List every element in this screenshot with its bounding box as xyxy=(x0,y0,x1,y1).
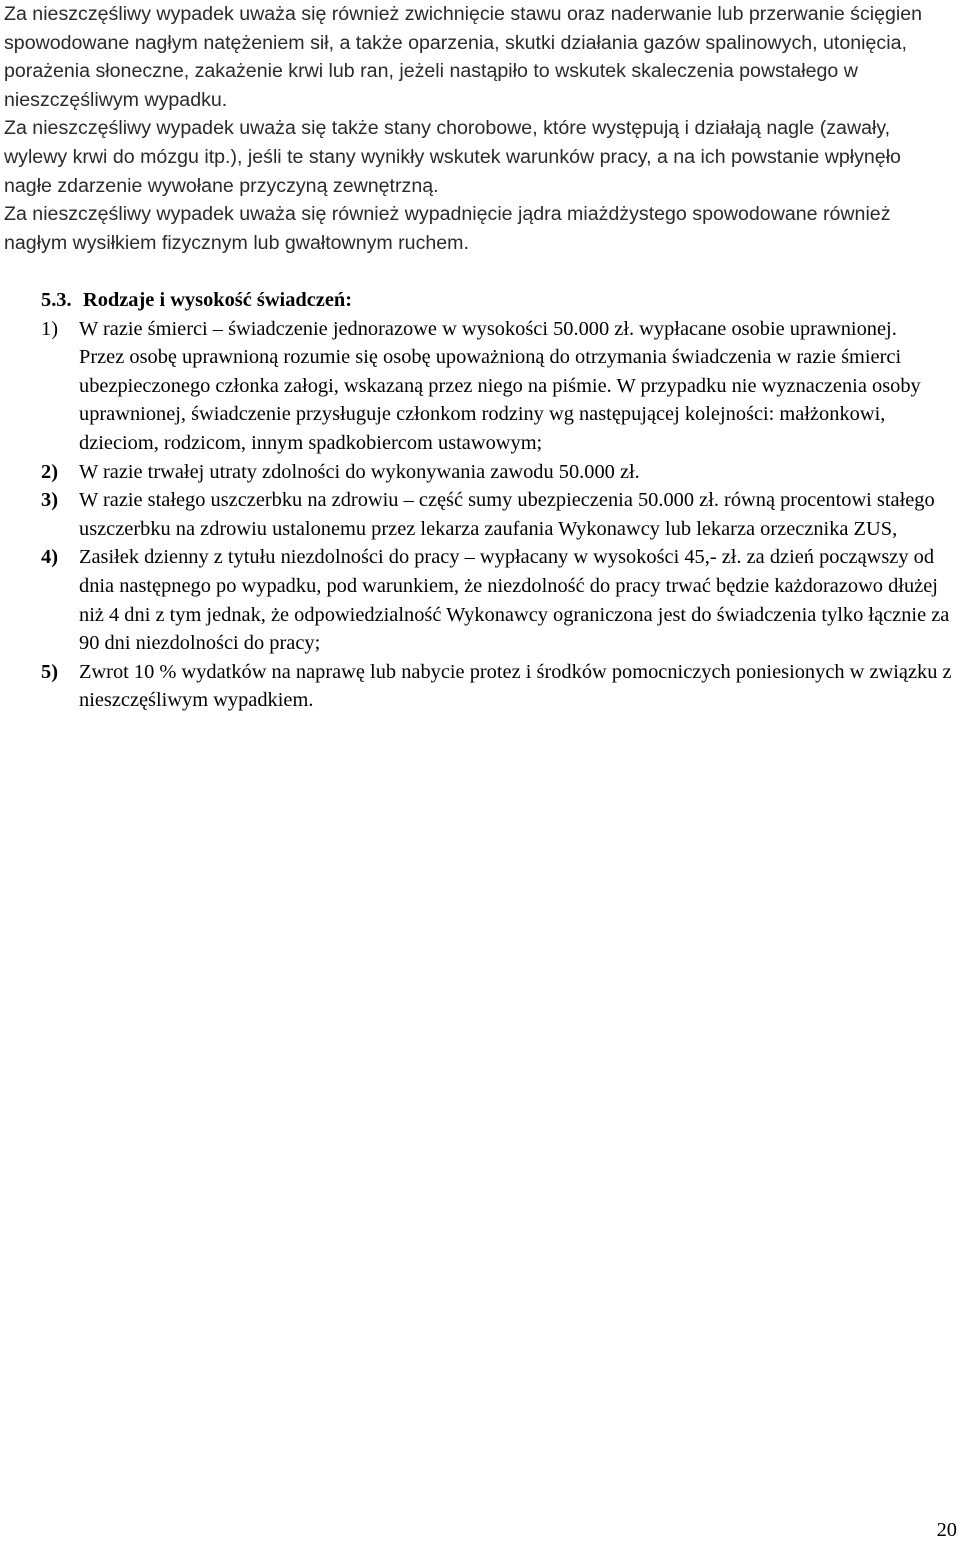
list-item-text: W razie stałego uszczerbku na zdrowiu – część sumy ubezpieczenia 50.000 zł. równą procentowi stałego uszczerbku na zdrowiu ustalonemu przez lekarza zaufania Wykonawcy lub lekarza orzecznika ZUS, xyxy=(79,489,935,540)
list-item xyxy=(4,658,954,715)
list-item-marker: 2) xyxy=(41,460,58,483)
benefits-section xyxy=(4,286,954,715)
list-item-text: Zasiłek dzienny z tytułu niezdolności do pracy – wypłacany w wysokości 45,- zł. za dzień począwszy od dnia następnego po wypadku, pod warunkiem, że niezdolność do pracy trwać będzie każdorazowo dłużej niż 4 dni z tym jednak, że odpowiedzialność Wykonawcy ograniczona jest do świadczenia tylko łącznie za 90 dni niezdolności do pracy; xyxy=(79,546,950,655)
intro-text xyxy=(4,0,954,257)
list-item-text: W razie trwałej utraty zdolności do wykonywania zawodu 50.000 zł. xyxy=(79,460,640,483)
list-item xyxy=(4,458,954,487)
list-item-extra-text: Przez osobę uprawnioną rozumie się osobę upoważnioną do otrzymania świadczenia w razie śmierci ubezpieczonego członka załogi, wskazaną przez niego na piśmie. W przypadku nie wyznaczenia osoby uprawnionej, świadczenie przysługuje członkom rodziny wg następującej kolejności: małżonkowi, dzieciom, rodzicom, innym spadkobiercom ustawowym; xyxy=(79,346,921,454)
list-item xyxy=(4,486,954,543)
list-item-body xyxy=(79,458,954,487)
benefits-list xyxy=(4,315,954,715)
list-item-text: Zwrot 10 % wydatków na naprawę lub nabycie protez i środków pomocniczych poniesionych w związku z nieszczęśliwym wypadkiem. xyxy=(79,660,952,712)
intro-paragraph-2: Za nieszczęśliwy wypadek uważa się także stany chorobowe, które występują i działają nagle (zawały, wylewy krwi do mózgu itp.), jeśli te stany wynikły wskutek warunków pracy, a na ich powstanie wpłynęło nagłe zdarzenie wywołane przyczyną zewnętrzną. xyxy=(4,117,901,197)
list-item-text: W razie śmierci – świadczenie jednorazowe w wysokości 50.000 zł. wypłacane osobie uprawnionej. xyxy=(79,317,897,340)
list-item-body xyxy=(79,486,954,543)
intro-paragraph-1: Za nieszczęśliwy wypadek uważa się również zwichnięcie stawu oraz naderwanie lub przerwanie ścięgien spowodowane nagłym natężeniem sił, a także oparzenia, skutki działania gazów spalinowych, utonięcia, porażenia słoneczne, zakażenie krwi lub ran, jeżeli nastąpiło to wskutek skaleczenia powstałego w nieszczęśliwym wypadku. xyxy=(4,3,923,111)
intro-paragraph-3: Za nieszczęśliwy wypadek uważa się również wypadnięcie jądra miażdżystego spowodowane również nagłym wysiłkiem fizycznym lub gwałtownym ruchem. xyxy=(4,203,891,254)
list-item-marker: 3) xyxy=(41,489,58,512)
list-item xyxy=(4,543,954,657)
list-item-marker: 1) xyxy=(41,317,58,340)
list-item-marker: 5) xyxy=(41,660,58,683)
page-number: 20 xyxy=(936,1519,957,1541)
section-number: 5.3. xyxy=(41,289,72,311)
list-item-body xyxy=(79,658,954,715)
section-title: Rodzaje i wysokość świadczeń: xyxy=(83,289,353,311)
list-item-body xyxy=(79,543,954,657)
list-item xyxy=(4,315,954,458)
section-heading xyxy=(4,286,954,315)
list-item-marker: 4) xyxy=(41,546,58,569)
list-item-body xyxy=(79,315,954,458)
